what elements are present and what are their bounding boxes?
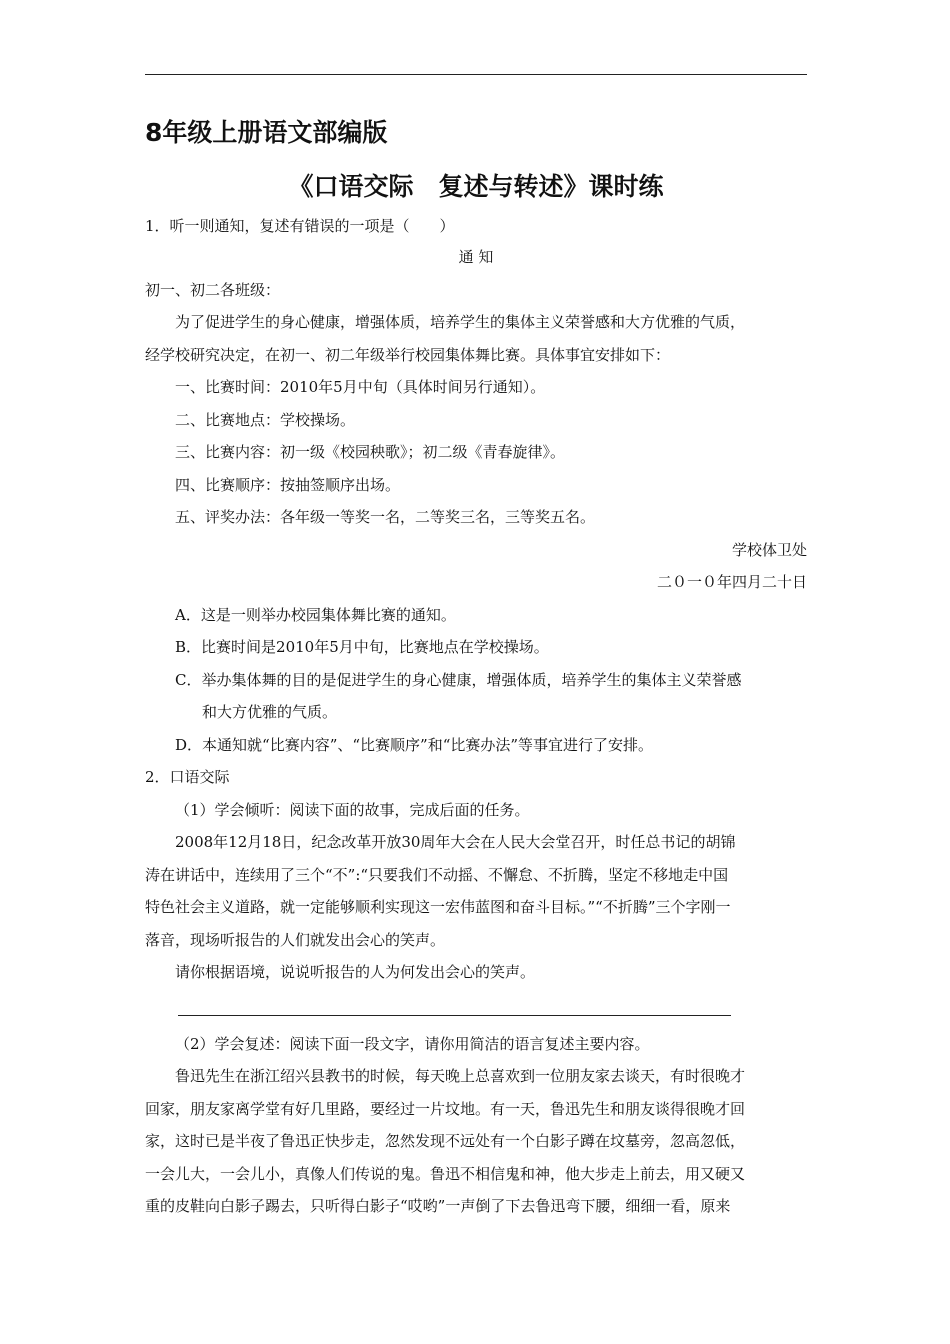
option-c-continued: 和大方优雅的气质。	[202, 703, 338, 721]
page-subtitle: 《口语交际 复述与转述》课时练	[288, 172, 664, 201]
passage-line: 回家，朋友家离学堂有好几里路，要经过一片坟地。有一天，鲁迅先生和朋友谈得很晚才回	[145, 1099, 746, 1118]
question-2-part1-instruction: （1）学会倾听：阅读下面的故事，完成后面的任务。	[175, 800, 530, 819]
story-line: 特色社会主义道路，就一定能够顺利实现这一宏伟蓝图和奋斗目标。”“不折腾”三个字刚一	[145, 898, 731, 916]
question-2-stem: 2．口语交际	[145, 768, 230, 786]
notice-item: 一、比赛时间：2010年5月中旬（具体时间另行通知）。	[175, 378, 546, 396]
passage-line: 重的皮鞋向白影子踢去，只听得白影子“哎哟”一声倒了下去鲁迅弯下腰，细细一看，原来	[145, 1197, 731, 1215]
document-body	[145, 112, 807, 1223]
option-c: C．举办集体舞的目的是促进学生的身心健康，增强体质，培养学生的集体主义荣誉感	[175, 670, 742, 689]
notice-paragraph-line: 为了促进学生的身心健康，增强体质，培养学生的集体主义荣誉感和大方优雅的气质，	[175, 313, 746, 331]
option-d: D．本通知就“比赛内容”、“比赛顺序”和“比赛办法”等事宜进行了安排。	[175, 735, 654, 754]
notice-addressee: 初一、初二各班级：	[145, 280, 281, 299]
page-title: 8年级上册语文部编版	[145, 118, 388, 147]
notice-item: 五、评奖办法：各年级一等奖一名，二等奖三名，三等奖五名。	[175, 508, 596, 526]
answer-line	[178, 1015, 731, 1016]
notice-signer: 学校体卫处	[731, 540, 807, 559]
notice-item: 二、比赛地点：学校操场。	[175, 410, 356, 429]
notice-date: 二０一０年四月二十日	[656, 573, 807, 591]
story-line: 涛在讲话中，连续用了三个“不”:“只要我们不动摇、不懈怠、不折腾，坚定不移地走中国	[145, 865, 729, 884]
passage-line: 鲁迅先生在浙江绍兴县教书的时候，每天晚上总喜欢到一位朋友家去谈天，有时很晚才	[175, 1067, 746, 1085]
option-b: B．比赛时间是2010年5月中旬，比赛地点在学校操场。	[175, 638, 549, 656]
question-2-part2-instruction: （2）学会复述：阅读下面一段文字，请你用简洁的语言复述主要内容。	[175, 1034, 650, 1053]
option-a: A．这是一则举办校园集体舞比赛的通知。	[175, 605, 456, 624]
notice-item: 四、比赛顺序：按抽签顺序出场。	[175, 475, 401, 494]
notice-item: 三、比赛内容：初一级《校园秧歌》；初二级《青春旋律》。	[175, 443, 566, 461]
notice-paragraph-line: 经学校研究决定，在初一、初二年级举行校园集体舞比赛。具体事宜安排如下：	[145, 345, 671, 364]
passage-line: 家，这时已是半夜了鲁迅正快步走，忽然发现不远处有一个白影子蹲在坟墓旁，忽高忽低，	[145, 1132, 746, 1150]
passage-line: 一会儿大，一会儿小，真像人们传说的鬼。鲁迅不相信鬼和神，他大步走上前去，用又硬又	[145, 1164, 746, 1183]
notice-heading: 通 知	[458, 248, 494, 266]
story-line: 2008年12月18日，纪念改革开放30周年大会在人民大会堂召开，时任总书记的胡锦	[175, 833, 736, 851]
question-1-stem: 1．听一则通知，复述有错误的一项是（ ）	[145, 217, 455, 235]
header-rule	[145, 74, 807, 75]
question-2-part1-task: 请你根据语境，说说听报告的人为何发出会心的笑声。	[175, 963, 536, 981]
story-line: 落音，现场听报告的人们就发出会心的笑声。	[145, 930, 446, 949]
